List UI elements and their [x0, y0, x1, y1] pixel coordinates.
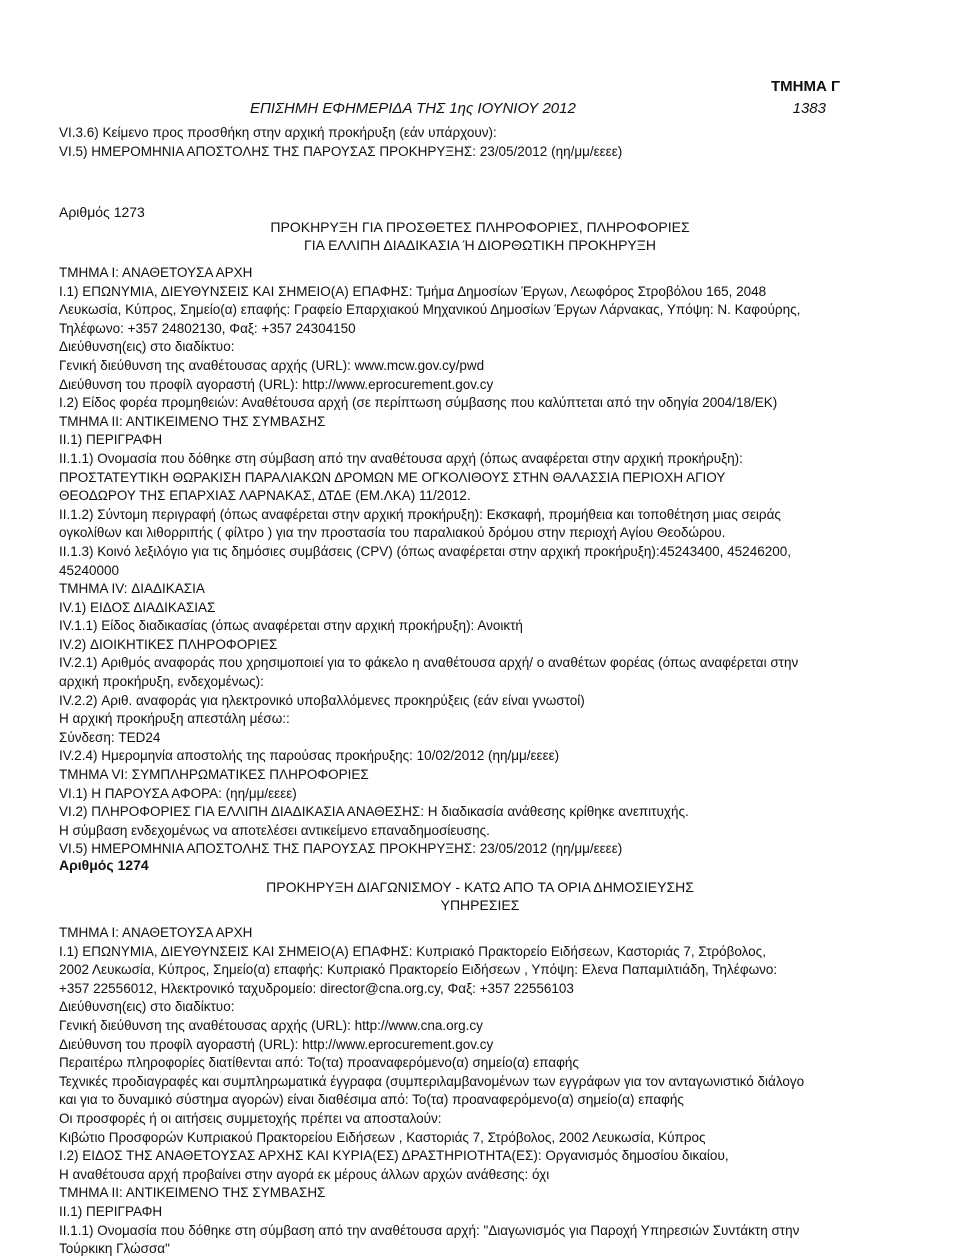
gazette-header	[250, 100, 576, 117]
text-line: VI.2) ΠΛΗΡΟΦΟΡΙΕΣ ΓΙΑ ΕΛΛΙΠΗ ΔΙΑΔΙΚΑΣΙΑ ΑΝΑΘΕΣΗΣ: Η διαδικασία ανάθεσης κρίθηκε ανεπιτυχής.	[59, 804, 689, 820]
text-line: Διεύθυνση του προφίλ αγοραστή (URL): http://www.eprocurement.gov.cy	[59, 376, 494, 392]
text-line: IV.2) ΔΙΟΙΚΗΤΙΚΕΣ ΠΛΗΡΟΦΟΡΙΕΣ	[59, 636, 278, 652]
text-line: Οι προσφορές ή οι αιτήσεις συμμετοχής πρέπει να αποσταλούν:	[59, 1110, 442, 1126]
text-line: VI.3.6) Κείμενο προς προσθήκη στην αρχική προκήρυξη (εάν υπάρχουν):	[59, 125, 497, 140]
text-line: Ι.2) Είδος φορέα προμηθειών: Αναθέτουσα αρχή (σε περίπτωση σύμβασης που καλύπτεται από την οδηγία 2004/18/ΕΚ)	[59, 395, 778, 411]
notice2-body	[59, 924, 919, 1259]
page-number: 1383	[792, 100, 826, 117]
text-line: Η αναθέτουσα αρχή προβαίνει στην αγορά εκ μέρους άλλων αρχών ανάθεσης: όχι	[59, 1166, 550, 1182]
section-label: ΤΜΗΜΑ Γ	[770, 78, 840, 95]
text-line: VI.1) Η ΠΑΡΟΥΣΑ ΑΦΟΡΑ: (ηη/μμ/εεεε)	[59, 785, 297, 801]
text-line: VI.5) ΗΜΕΡΟΜΗΝΙΑ ΑΠΟΣΤΟΛΗΣ ΤΗΣ ΠΑΡΟΥΣΑΣ ΠΡΟΚΗΡΥΞΗΣ: 23/05/2012 (ηη/μμ/εεεε)	[59, 143, 623, 159]
text-line: ΤΜΗΜΑ ΙΙ: ΑΝΤΙΚΕΙΜΕΝΟ ΤΗΣ ΣΥΜΒΑΣΗΣ	[59, 413, 326, 429]
text-line: ΙΙ.1) ΠΕΡΙΓΡΑΦΗ	[59, 432, 163, 448]
text-line: Διεύθυνση του προφίλ αγοραστή (URL): http://www.eprocurement.gov.cy	[59, 1036, 494, 1052]
text-line: ΤΜΗΜΑ Ι: ΑΝΑΘΕΤΟΥΣΑ ΑΡΧΗ	[59, 265, 253, 280]
text-line: IV.1) ΕΙΔΟΣ ΔΙΑΔΙΚΑΣΙΑΣ	[59, 599, 216, 615]
text-line: Ι.1) ΕΠΩΝΥΜΙΑ, ΔΙΕΥΘΥΝΣΕΙΣ ΚΑΙ ΣΗΜΕΙΟ(Α) ΕΠΑΦΗΣ: Τμήμα Δημοσίων Έργων, Λεωφόρος Στροβόλου 165, 2048	[59, 283, 767, 299]
text-line: IV.2.2) Αριθ. αναφοράς για ηλεκτρονικό υποβαλλόμενες προκηρύξεις (εάν είναι γνωστοί)	[59, 692, 585, 708]
text-line: ογκολίθων και λιθορριπής ( φίλτρο ) για την προστασία του παραλιακού δρόμου στην περιοχή Αγίου Θεοδώρου.	[59, 525, 726, 541]
notice-number: Αριθμός 1274	[59, 857, 149, 873]
text-line: ΙΙ.1.1) Ονομασία που δόθηκε στη σύμβαση από την αναθέτουσα αρχή (όπως αναφέρεται στην αρχική προκήρυξη):	[59, 450, 743, 466]
text-line: Διεύθυνση(εις) στο διαδίκτυο:	[59, 339, 235, 355]
text-line: 2002 Λευκωσία, Κύπρος, Σημείο(α) επαφής: Κυπριακό Πρακτορείο Ειδήσεων , Υπόψη: Ελενα Παπαμιλτιάδη, Τηλέφωνο:	[59, 962, 778, 978]
notice-number: Αριθμός 1273	[59, 204, 145, 220]
text-line: ΙΙ.1.2) Σύντομη περιγραφή (όπως αναφέρεται στην αρχική προκήρυξη): Εκσκαφή, προμήθεια και τοποθέτηση μιας σειράς	[59, 506, 781, 522]
text-line: Περαιτέρω πληροφορίες διατίθενται από: Το(τα) προαναφερόμενο(α) σημείο(α) επαφής	[59, 1055, 579, 1071]
text-line: Γενική διεύθυνση της αναθέτουσας αρχής (URL): http://www.cna.org.cy	[59, 1017, 483, 1033]
text-line: αρχική προκήρυξη, ενδεχομένως):	[59, 674, 264, 690]
text-line: VI.5) ΗΜΕΡΟΜΗΝΙΑ ΑΠΟΣΤΟΛΗΣ ΤΗΣ ΠΑΡΟΥΣΑΣ ΠΡΟΚΗΡΥΞΗΣ: 23/05/2012 (ηη/μμ/εεεε)	[59, 841, 623, 857]
text-line: ΘΕΟΔΩΡΟΥ ΤΗΣ ΕΠΑΡΧΙΑΣ ΛΑΡΝΑΚΑΣ, ΔΤΔΕ (ΕΜ.ΛΚΑ) 11/2012.	[59, 488, 471, 504]
notice-title	[0, 218, 960, 254]
text-line: Τεχνικές προδιαγραφές και συμπληρωματικά έγγραφα (συμπεριλαμβανομένων των εγγράφων για τον ανταγωνιστικό διάλογο	[59, 1073, 805, 1089]
text-line: Η σύμβαση ενδεχομένως να αποτελέσει αντικείμενο επαναδημοσίευσης.	[59, 822, 490, 838]
text-line: ΤΜΗΜΑ Ι: ΑΝΑΘΕΤΟΥΣΑ ΑΡΧΗ	[59, 925, 253, 940]
text-line: ΤΜΗΜΑ ΙΙ: ΑΝΤΙΚΕΙΜΕΝΟ ΤΗΣ ΣΥΜΒΑΣΗΣ	[59, 1185, 326, 1201]
text-line: Ι.2) ΕΙΔΟΣ ΤΗΣ ΑΝΑΘΕΤΟΥΣΑΣ ΑΡΧΗΣ ΚΑΙ ΚΥΡΙΑ(ΕΣ) ΔΡΑΣΤΗΡΙΟΤΗΤΑ(ΕΣ): Οργανισμός δημοσίου δικαίου,	[59, 1148, 729, 1164]
text-line: ΙΙ.1) ΠΕΡΙΓΡΑΦΗ	[59, 1203, 163, 1219]
text-line: Λευκωσία, Κύπρος, Σημείο(α) επαφής: Γραφείο Επαρχιακού Μηχανικού Δημοσίων Έργων Λάρνακας, Υπόψη: Ν. Καφούρης,	[59, 302, 801, 318]
text-line: Η αρχική προκήρυξη απεστάλη μέσω::	[59, 711, 290, 727]
text-line: Τούρκικη Γλώσσα"	[59, 1241, 170, 1257]
text-line: 45240000	[59, 562, 120, 578]
text-line: IV.2.4) Ημερομηνία αποστολής της παρούσας προκήρυξης: 10/02/2012 (ηη/μμ/εεεε)	[59, 748, 560, 764]
text-line: Σύνδεση: TED24	[59, 729, 161, 745]
text-line: ΠΡΟΣΤΑΤΕΥΤΙΚΗ ΘΩΡΑΚΙΣΗ ΠΑΡΑΛΙΑΚΩΝ ΔΡΟΜΩΝ ΜΕ ΟΓΚΟΛΙΘΟΥΣ ΣΤΗΝ ΘΑΛΑΣΣΙΑ ΠΕΡΙΟΧΗ ΑΓΙΟΥ	[59, 469, 726, 485]
text-line: και για το δυναμικό σύστημα αγορών) είναι διαθέσιμα από: Το(τα) προαναφερόμενο(α) σημείο(α) επαφής	[59, 1092, 684, 1108]
notice-title-line: ΠΡΟΚΗΡΥΞΗ ΔΙΑΓΩΝΙΣΜΟΥ - ΚΑΤΩ ΑΠΟ ΤΑ ΟΡΙΑ ΔΗΜΟΣΙΕΥΣΗΣ	[266, 879, 694, 895]
text-line: ΤΜΗΜΑ VI: ΣΥΜΠΛΗΡΩΜΑΤΙΚΕΣ ΠΛΗΡΟΦΟΡΙΕΣ	[59, 767, 369, 783]
text-line: ΙΙ.1.1) Ονομασία που δόθηκε στη σύμβαση από την αναθέτουσα αρχή: "Διαγωνισμός για Παροχή Υπηρεσιών Συντάκτη στην	[59, 1222, 800, 1238]
text-line: Κιβώτιο Προσφορών Κυπριακού Πρακτορείου Ειδήσεων , Καστοριάς 7, Στρόβολος, 2002 Λευκωσία, Κύπρος	[59, 1129, 706, 1145]
text-line: ΤΜΗΜΑ IV: ΔΙΑΔΙΚΑΣΙΑ	[59, 581, 205, 597]
notice-title-line: ΓΙΑ ΕΛΛΙΠΗ ΔΙΑΔΙΚΑΣΙΑ Ή ΔΙΟΡΘΩΤΙΚΗ ΠΡΟΚΗΡΥΞΗ	[304, 237, 656, 253]
text-line: IV.2.1) Αριθμός αναφοράς που χρησιμοποιεί για το φάκελο η αναθέτουσα αρχή/ ο αναθέτων φορέας (όπως αναφέρεται στην	[59, 655, 799, 671]
text-line: Διεύθυνση(εις) στο διαδίκτυο:	[59, 999, 235, 1015]
gazette-date: 1ης ΙΟΥΝΙΟΥ 2012	[449, 100, 576, 117]
gazette-title: ΕΠΙΣΗΜΗ ΕΦΗΜΕΡΙΔΑ ΤΗΣ	[250, 100, 446, 117]
notice1-body	[59, 264, 919, 859]
text-line: Γενική διεύθυνση της αναθέτουσας αρχής (URL): www.mcw.gov.cy/pwd	[59, 357, 485, 373]
text-line: ΙΙ.1.3) Κοινό λεξιλόγιο για τις δημόσιες συμβάσεις (CPV) (όπως αναφέρεται στην αρχική προκήρυξη):45243400, 45246200,	[59, 543, 791, 559]
text-line: Ι.1) ΕΠΩΝΥΜΙΑ, ΔΙΕΥΘΥΝΣΕΙΣ ΚΑΙ ΣΗΜΕΙΟ(Α) ΕΠΑΦΗΣ: Κυπριακό Πρακτορείο Ειδήσεων, Καστοριάς 7, Στρόβολος,	[59, 943, 766, 959]
text-line: +357 22556012, Ηλεκτρονικό ταχυδρομείο: director@cna.org.cy, Φαξ: +357 22556103	[59, 980, 574, 996]
text-line: Τηλέφωνο: +357 24802130, Φαξ: +357 24304150	[59, 320, 356, 336]
notice-title-line: ΥΠΗΡΕΣΙΕΣ	[440, 897, 520, 913]
notice-title	[0, 878, 960, 914]
top-lines	[59, 124, 919, 161]
text-line: IV.1.1) Είδος διαδικασίας (όπως αναφέρεται στην αρχική προκήρυξη): Ανοικτή	[59, 618, 523, 634]
notice-title-line: ΠΡΟΚΗΡΥΞΗ ΓΙΑ ΠΡΟΣΘΕΤΕΣ ΠΛΗΡΟΦΟΡΙΕΣ, ΠΛΗΡΟΦΟΡΙΕΣ	[270, 219, 690, 235]
